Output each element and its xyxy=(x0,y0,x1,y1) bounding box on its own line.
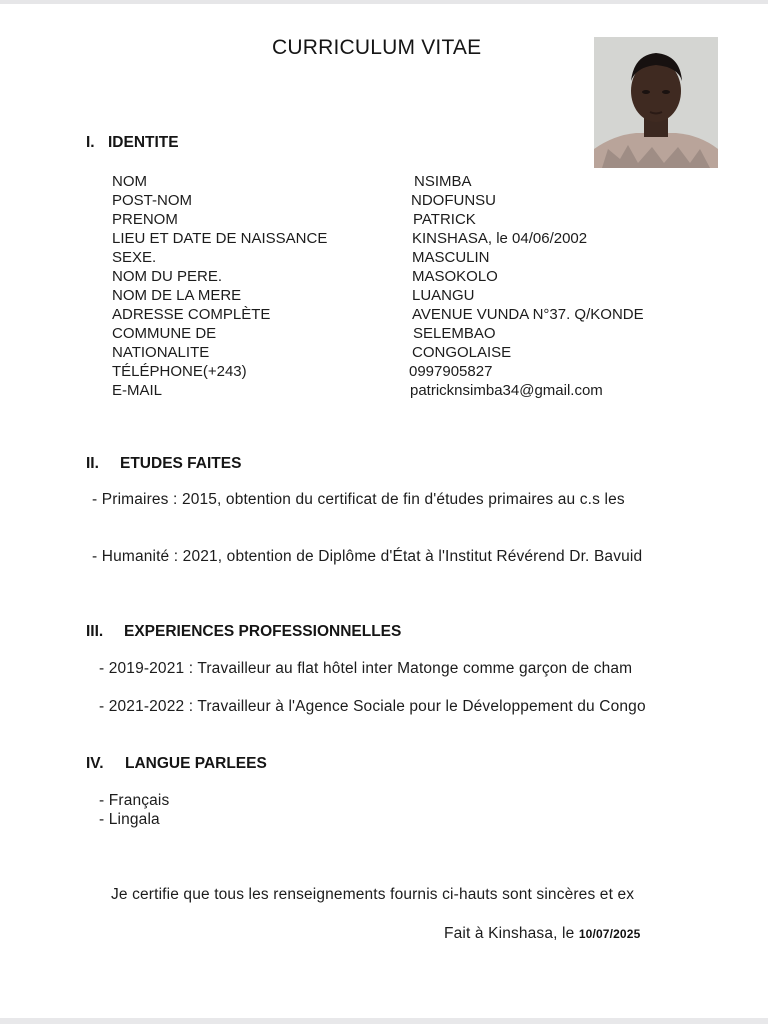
section-langues-heading xyxy=(86,755,267,773)
signature-line xyxy=(444,925,640,943)
top-edge xyxy=(0,0,768,4)
identity-label: SEXE. xyxy=(112,249,157,266)
certification-statement: Je certifie que tous les renseignements fournis ci-hauts sont sincères et ex xyxy=(111,886,635,903)
identity-value: MASCULIN xyxy=(412,249,490,266)
identity-value: patricknsimba34@gmail.com xyxy=(410,382,603,399)
identity-value: MASOKOLO xyxy=(412,268,498,285)
section-title: ETUDES FAITES xyxy=(120,455,242,472)
section-number: III. xyxy=(86,623,104,640)
signature-place: Fait à Kinshasa, le xyxy=(444,925,575,942)
page-title: CURRICULUM VITAE xyxy=(272,36,482,59)
section-title: EXPERIENCES PROFESSIONNELLES xyxy=(124,623,402,640)
experience-item-2021: - 2021-2022 : Travailleur à l'Agence Sociale pour le Développement du Congo xyxy=(99,698,646,715)
identity-label: E-MAIL xyxy=(112,382,163,399)
language-item-lingala: - Lingala xyxy=(99,811,160,828)
profile-photo xyxy=(594,37,718,168)
section-identite-heading xyxy=(86,134,179,152)
identity-label: PRENOM xyxy=(112,211,178,228)
identity-value: KINSHASA, le 04/06/2002 xyxy=(412,230,588,247)
identity-value: 0997905827 xyxy=(409,363,493,380)
identity-value: NSIMBA xyxy=(414,173,472,190)
language-item-francais: - Français xyxy=(99,792,170,809)
section-title: LANGUE PARLEES xyxy=(125,755,267,772)
section-etudes-heading xyxy=(86,455,241,473)
identity-value: LUANGU xyxy=(412,287,475,304)
identity-label: LIEU ET DATE DE NAISSANCE xyxy=(112,230,328,247)
experience-item-2019: - 2019-2021 : Travailleur au flat hôtel inter Matonge comme garçon de cham xyxy=(99,660,633,677)
section-experiences-heading xyxy=(86,623,401,641)
identity-label: NOM xyxy=(112,173,147,190)
identity-value: SELEMBAO xyxy=(413,325,496,342)
identity-label: POST-NOM xyxy=(112,192,193,209)
identity-value: AVENUE VUNDA N°37. Q/KONDE xyxy=(412,306,644,323)
section-number: II. xyxy=(86,455,99,472)
bottom-edge xyxy=(0,1018,768,1024)
signature-date: 10/07/2025 xyxy=(578,927,641,941)
identity-label: COMMUNE DE xyxy=(112,325,217,342)
identity-label: TÉLÉPHONE(+243) xyxy=(112,363,247,380)
identity-value: NDOFUNSU xyxy=(411,192,496,209)
etudes-item-humanite: - Humanité : 2021, obtention de Diplôme d'État à l'Institut Révérend Dr. Bavuid xyxy=(92,548,643,565)
identity-value: PATRICK xyxy=(413,211,476,228)
section-title: IDENTITE xyxy=(108,134,179,151)
section-number: I. xyxy=(86,134,95,151)
identity-label: ADRESSE COMPLÈTE xyxy=(112,306,271,323)
section-number: IV. xyxy=(86,755,104,772)
etudes-item-primaires: - Primaires : 2015, obtention du certificat de fin d'études primaires au c.s les xyxy=(92,491,625,508)
identity-label: NATIONALITE xyxy=(112,344,210,361)
identity-label: NOM DE LA MERE xyxy=(112,287,242,304)
identity-value: CONGOLAISE xyxy=(412,344,512,361)
identity-label: NOM DU PERE. xyxy=(112,268,223,285)
